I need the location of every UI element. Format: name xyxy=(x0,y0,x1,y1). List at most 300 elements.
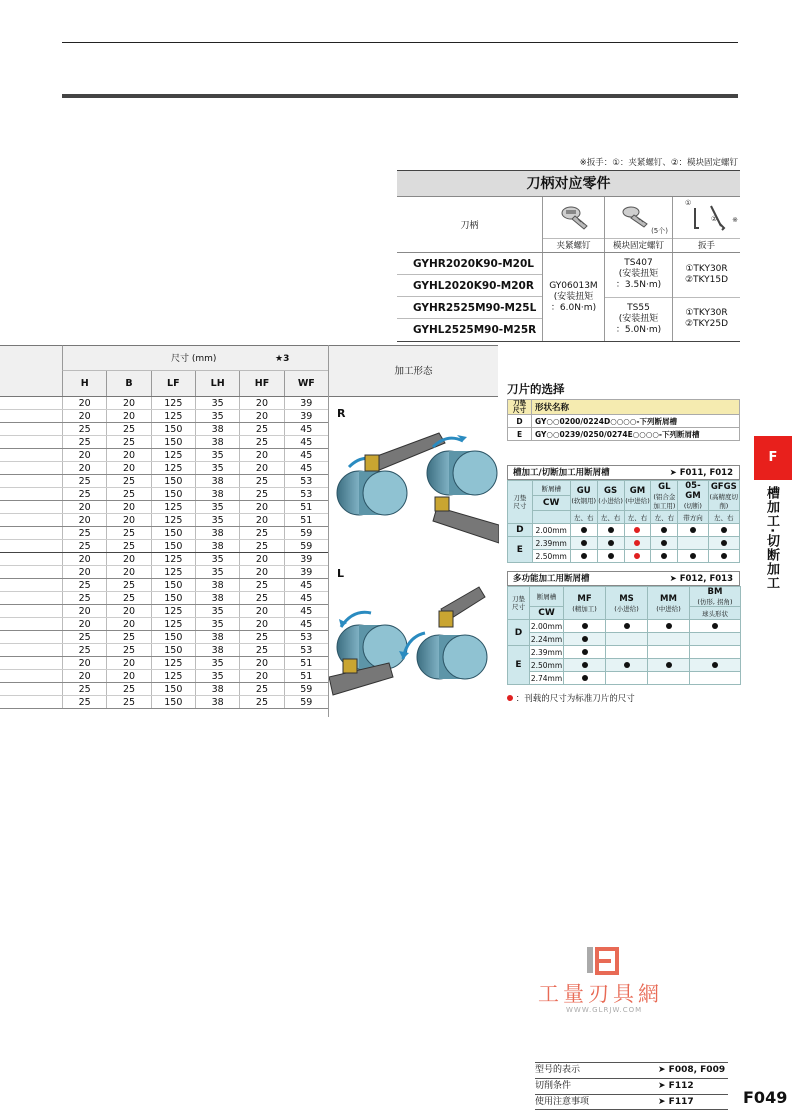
multi-breaker-grid xyxy=(507,571,740,685)
dims-cell: 150 xyxy=(151,475,195,487)
dims-row xyxy=(0,540,328,553)
dims-cell: 38 xyxy=(195,592,239,604)
cw-label: CW xyxy=(532,496,570,511)
dims-row xyxy=(0,579,328,592)
dims-cell: 25 xyxy=(106,423,150,435)
ref-label: 使用注意事项 xyxy=(535,1097,590,1107)
cw-label: CW xyxy=(530,607,564,620)
mark-cell xyxy=(648,646,690,659)
dims-cell: 125 xyxy=(151,618,195,630)
mark-cell xyxy=(564,659,606,672)
hand-label: 带方向 xyxy=(678,511,708,524)
mark-cell xyxy=(648,620,690,633)
watermark-text: 工量刃具網 xyxy=(538,982,663,1006)
ref-page: ➤ F008, F009 xyxy=(658,1065,726,1075)
l-workpiece-2 xyxy=(399,633,487,679)
multi-title-text: 多功能加工用断屑槽 xyxy=(513,574,590,584)
dims-cell: 125 xyxy=(151,410,195,422)
grooving-header-row xyxy=(508,481,740,496)
dot-icon xyxy=(581,540,587,546)
mark-cell xyxy=(678,550,708,563)
dims-cell: 38 xyxy=(195,540,239,552)
breaker-code: 05-GM xyxy=(685,481,701,501)
seat-code-d: D xyxy=(508,415,532,428)
clamp-screw-label: 夹紧螺钉 xyxy=(543,238,604,252)
watermark-logo-icon xyxy=(583,943,623,979)
dims-col-lh: LH xyxy=(195,371,239,396)
dims-cell: 39 xyxy=(284,410,328,422)
dot-icon xyxy=(582,636,588,642)
dot-icon xyxy=(608,553,614,559)
ref-row[interactable] xyxy=(535,1078,728,1094)
watermark-url: WWW.GLRJW.COM xyxy=(566,1006,643,1014)
dims-cell: 35 xyxy=(195,618,239,630)
dims-row-lead xyxy=(0,618,62,630)
dims-cell: 25 xyxy=(239,475,283,487)
cw-value: 2.24mm xyxy=(530,634,563,644)
dims-cell: 125 xyxy=(151,514,195,526)
dims-cell: 35 xyxy=(195,553,239,565)
r-tool-2 xyxy=(433,497,499,543)
legend xyxy=(507,692,635,704)
dims-cell: 51 xyxy=(284,670,328,682)
mark-cell xyxy=(648,672,690,685)
breaker-col-bm xyxy=(690,587,741,607)
dims-cell: 25 xyxy=(106,644,150,656)
holder-name: GYHL2525M90-M25R xyxy=(413,324,537,336)
breaker-code: MM xyxy=(660,593,677,604)
grooving-row xyxy=(508,550,740,563)
dims-cell: 25 xyxy=(239,540,283,552)
grooving-row xyxy=(508,524,740,537)
dims-cell: 25 xyxy=(106,436,150,448)
dims-row xyxy=(0,644,328,657)
breaker-code: GU xyxy=(576,486,591,496)
dims-cell: 38 xyxy=(195,475,239,487)
dims-cell: 20 xyxy=(106,670,150,682)
dims-row-lead xyxy=(0,566,62,578)
dims-row-lead xyxy=(0,540,62,552)
breaker-sub: (中进给) xyxy=(625,497,650,505)
dot-icon xyxy=(582,623,588,629)
dims-cell: 25 xyxy=(106,527,150,539)
seat-code: E xyxy=(508,646,530,685)
dims-row xyxy=(0,566,328,579)
dot-icon xyxy=(721,527,727,533)
insert-seat-table xyxy=(507,399,740,441)
breaker-col-gu xyxy=(570,481,597,511)
dims-cell: 35 xyxy=(195,397,239,409)
dims-cell: 25 xyxy=(62,475,106,487)
dims-cell: 150 xyxy=(151,423,195,435)
dims-cell: 35 xyxy=(195,514,239,526)
dims-cell: 25 xyxy=(106,475,150,487)
seat-code: D xyxy=(508,524,533,537)
r-workpiece-2 xyxy=(427,435,497,495)
breaker-sub: (小进给) xyxy=(614,604,639,613)
dims-cell: 25 xyxy=(106,683,150,695)
dims-cell: 20 xyxy=(62,605,106,617)
dims-cell: 20 xyxy=(62,618,106,630)
dims-cell: 20 xyxy=(106,501,150,513)
dot-icon xyxy=(608,540,614,546)
red-dot-icon xyxy=(634,527,640,533)
page-number: F049 xyxy=(743,1088,788,1107)
dims-col-hf: HF xyxy=(239,371,283,396)
dims-row xyxy=(0,436,328,449)
dims-cell: 25 xyxy=(106,631,150,643)
wrench-asterisk: ※ xyxy=(732,216,738,224)
dims-row-lead xyxy=(0,657,62,669)
dims-cell: 150 xyxy=(151,527,195,539)
dims-cell: 150 xyxy=(151,644,195,656)
dims-row xyxy=(0,696,328,709)
hand-label: 左、右 xyxy=(624,511,651,524)
holder-label: 刀柄 xyxy=(397,197,543,252)
cw-value: 2.50mm xyxy=(530,660,563,670)
module-screw-icon xyxy=(605,197,672,238)
dims-cell: 51 xyxy=(284,657,328,669)
mark-cell xyxy=(597,524,624,537)
dims-row-lead xyxy=(0,501,62,513)
multi-row xyxy=(508,633,741,646)
dims-cell: 20 xyxy=(106,605,150,617)
dims-cell: 125 xyxy=(151,501,195,513)
dims-cell: 20 xyxy=(106,657,150,669)
shape-column xyxy=(328,345,498,717)
breaker-label: 断屑槽 xyxy=(532,481,570,496)
breaker-sub: (仿形, 拐角) xyxy=(697,598,733,606)
dims-row-lead xyxy=(0,644,62,656)
dims-row-lead xyxy=(0,449,62,461)
dims-cell: 35 xyxy=(195,449,239,461)
dims-row-lead xyxy=(0,696,62,708)
mark-cell xyxy=(708,537,739,550)
dot-icon xyxy=(712,662,718,668)
dims-cell: 20 xyxy=(239,657,283,669)
dims-cell: 125 xyxy=(151,566,195,578)
dims-cell: 20 xyxy=(106,410,150,422)
dims-cell: 20 xyxy=(62,657,106,669)
dims-cell: 25 xyxy=(62,696,106,708)
dims-cell: 38 xyxy=(195,423,239,435)
dims-cell: 25 xyxy=(62,540,106,552)
dims-cell: 53 xyxy=(284,631,328,643)
dims-row-lead xyxy=(0,527,62,539)
dot-icon xyxy=(721,553,727,559)
dims-cell: 51 xyxy=(284,514,328,526)
dims-row xyxy=(0,397,328,410)
mark-cell xyxy=(570,550,597,563)
dims-cell: 38 xyxy=(195,579,239,591)
breaker-sub: (中进给) xyxy=(656,604,681,613)
dims-row-lead xyxy=(0,397,62,409)
dims-cell: 25 xyxy=(106,592,150,604)
dims-row xyxy=(0,423,328,436)
mark-cell xyxy=(606,620,648,633)
dims-row-lead xyxy=(0,553,62,565)
dims-group-label: 尺寸 (mm) xyxy=(171,354,217,364)
breaker-col-ms xyxy=(606,587,648,620)
multi-row xyxy=(508,672,741,685)
dot-icon xyxy=(721,540,727,546)
dims-cell: 25 xyxy=(106,696,150,708)
dims-cell: 20 xyxy=(239,605,283,617)
mark-cell xyxy=(564,672,606,685)
dims-cell: 25 xyxy=(106,579,150,591)
breaker-sub: (高精度切削) xyxy=(709,492,739,510)
dims-cell: 20 xyxy=(62,566,106,578)
dot-icon xyxy=(581,527,587,533)
dims-col-lf: LF xyxy=(151,371,195,396)
dims-cell: 25 xyxy=(239,488,283,500)
section-tab-label: 槽加工·切断加工 xyxy=(764,486,779,590)
dims-column-head xyxy=(62,371,328,397)
dims-cell: 150 xyxy=(151,436,195,448)
dims-cell: 45 xyxy=(284,605,328,617)
dims-group-head xyxy=(62,345,328,371)
mark-cell xyxy=(708,550,739,563)
mark-cell xyxy=(690,659,741,672)
ref-label: 型号的表示 xyxy=(535,1065,581,1075)
dims-note: ★3 xyxy=(275,354,290,364)
dims-row xyxy=(0,605,328,618)
dims-cell: 53 xyxy=(284,644,328,656)
mark-cell xyxy=(606,646,648,659)
bm-extra: 球头形状 xyxy=(690,607,741,620)
dims-cell: 45 xyxy=(284,423,328,435)
l-tool-1 xyxy=(439,587,485,627)
mark-cell xyxy=(690,672,741,685)
hand-label: 左、右 xyxy=(651,511,678,524)
multi-ref: ➤ F012, F013 xyxy=(669,574,733,584)
cw-value: 2.00mm xyxy=(532,524,570,537)
breaker-code: MS xyxy=(619,593,634,604)
dims-cell: 25 xyxy=(62,527,106,539)
clamp-screw-icon xyxy=(543,197,604,238)
dims-cell: 20 xyxy=(62,449,106,461)
dims-cell: 20 xyxy=(62,501,106,513)
seat-size-label: 刀垫 尺寸 xyxy=(508,481,533,524)
grooving-ref: ➤ F011, F012 xyxy=(669,468,733,478)
module-screw-col xyxy=(605,197,673,252)
multi-title xyxy=(507,571,740,586)
dims-cell: 125 xyxy=(151,462,195,474)
dot-icon xyxy=(608,527,614,533)
dims-cell: 25 xyxy=(62,579,106,591)
seat-name-d: GY○○0200/0224D○○○○-下列断屑槽 xyxy=(532,415,740,428)
multi-table xyxy=(507,586,741,685)
dot-icon xyxy=(624,662,630,668)
dims-cell: 25 xyxy=(62,631,106,643)
dims-col-b: B xyxy=(106,371,150,396)
dims-row-lead xyxy=(0,436,62,448)
breaker-code: GFGS xyxy=(710,481,737,492)
dims-cell: 20 xyxy=(62,514,106,526)
ref-label: 切削条件 xyxy=(535,1081,572,1091)
dims-cell: 25 xyxy=(239,592,283,604)
mark-cell xyxy=(690,620,741,633)
seat-code-e: E xyxy=(508,428,532,441)
dims-cell: 20 xyxy=(106,553,150,565)
grooving-title xyxy=(507,465,740,480)
reference-list xyxy=(535,1062,728,1110)
dims-cell: 25 xyxy=(62,423,106,435)
dims-cell: 45 xyxy=(284,436,328,448)
dims-cell: 25 xyxy=(62,488,106,500)
dot-icon xyxy=(666,662,672,668)
dims-cell: 59 xyxy=(284,527,328,539)
dims-cell: 150 xyxy=(151,696,195,708)
grooving-title-text: 槽加工/切断加工用断屑槽 xyxy=(513,468,610,478)
breaker-col-mf xyxy=(564,587,606,620)
breaker-code: GM xyxy=(629,486,646,496)
dims-cell: 25 xyxy=(239,696,283,708)
dims-cell: 25 xyxy=(239,579,283,591)
mark-cell xyxy=(570,537,597,550)
section-tab[interactable]: F xyxy=(754,436,792,480)
wrench-spec-b: ①TKY30R ②TKY25D xyxy=(684,308,729,330)
dims-cell: 35 xyxy=(195,462,239,474)
dims-cell: 45 xyxy=(284,449,328,461)
dims-cell: 125 xyxy=(151,605,195,617)
breaker-sub: (铝合金加工用) xyxy=(653,492,676,510)
mark-cell xyxy=(678,537,708,550)
ref-row[interactable] xyxy=(535,1094,728,1110)
seat-size-label: 刀垫 尺寸 xyxy=(508,400,532,415)
breaker-col-05-gm xyxy=(678,481,708,511)
dims-cell: 125 xyxy=(151,449,195,461)
mark-cell xyxy=(624,524,651,537)
dims-row-lead xyxy=(0,488,62,500)
cw-value: 2.50mm xyxy=(532,550,570,563)
parts-header xyxy=(397,197,740,253)
dims-cell: 25 xyxy=(62,592,106,604)
dims-cell: 125 xyxy=(151,670,195,682)
multi-row xyxy=(508,659,741,672)
dims-cell: 20 xyxy=(239,449,283,461)
holder-name: GYHL2020K90-M20R xyxy=(397,275,542,297)
mark-cell xyxy=(564,620,606,633)
cw-value: 2.39mm xyxy=(530,647,563,657)
dims-row xyxy=(0,553,328,566)
dims-cell: 25 xyxy=(239,436,283,448)
dims-row-lead xyxy=(0,631,62,643)
breaker-col-gs xyxy=(597,481,624,511)
dims-row-lead xyxy=(0,605,62,617)
breaker-col-gfgs xyxy=(708,481,739,511)
legend-text: ：刊载的尺寸为标准刀片的尺寸 xyxy=(515,694,635,704)
dims-cell: 20 xyxy=(62,397,106,409)
shape-r-label: R xyxy=(337,407,346,420)
dims-row-lead xyxy=(0,670,62,682)
dims-cell: 51 xyxy=(284,501,328,513)
dot-icon xyxy=(582,662,588,668)
dims-cell: 20 xyxy=(62,462,106,474)
dims-cell: 20 xyxy=(239,618,283,630)
dims-cell: 25 xyxy=(239,683,283,695)
dims-cell: 150 xyxy=(151,488,195,500)
dims-cell: 38 xyxy=(195,527,239,539)
dims-row xyxy=(0,475,328,488)
multi-row xyxy=(508,620,741,633)
breaker-sub: (小进给) xyxy=(598,497,623,505)
mark-cell xyxy=(648,633,690,646)
dims-cell: 25 xyxy=(62,683,106,695)
dims-row-lead xyxy=(0,592,62,604)
wrench-label: 扳手 xyxy=(673,238,740,252)
dot-icon xyxy=(690,527,696,533)
mark-cell xyxy=(564,646,606,659)
dims-cell: 20 xyxy=(62,410,106,422)
dims-row-lead xyxy=(0,462,62,474)
dims-cell: 45 xyxy=(284,592,328,604)
dot-icon xyxy=(661,527,667,533)
module-screw-spec-a: TS407 (安装扭矩 ：3.5N·m) xyxy=(605,253,672,298)
dims-cell: 125 xyxy=(151,553,195,565)
dims-row xyxy=(0,488,328,501)
dims-cell: 35 xyxy=(195,670,239,682)
wrench-col xyxy=(673,197,740,252)
dims-row xyxy=(0,527,328,540)
dims-cell: 20 xyxy=(62,670,106,682)
dot-icon xyxy=(582,675,588,681)
dims-cell: 35 xyxy=(195,566,239,578)
mark-cell xyxy=(606,672,648,685)
dims-cell: 125 xyxy=(151,657,195,669)
dot-icon xyxy=(712,623,718,629)
dims-cell: 150 xyxy=(151,579,195,591)
multi-row xyxy=(508,646,741,659)
dims-cell: 20 xyxy=(106,514,150,526)
cw-value: 2.74mm xyxy=(530,673,563,683)
breaker-col-mm xyxy=(648,587,690,620)
dims-cell: 20 xyxy=(106,566,150,578)
dims-cell: 53 xyxy=(284,488,328,500)
dims-row-lead xyxy=(0,410,62,422)
breaker-sub: (软钢用) xyxy=(571,497,596,505)
mark-cell xyxy=(564,633,606,646)
red-dot-icon xyxy=(634,540,640,546)
breaker-sub: (精加工) xyxy=(572,604,597,613)
mark-cell xyxy=(606,633,648,646)
section-rule xyxy=(62,94,738,98)
dims-cell: 39 xyxy=(284,397,328,409)
seat-name-e: GY○○0239/0250/0274E○○○○-下列断屑槽 xyxy=(532,428,740,441)
wrench-specs xyxy=(673,253,740,341)
dims-row xyxy=(0,410,328,423)
dims-cell: 25 xyxy=(239,644,283,656)
dims-cell: 25 xyxy=(62,644,106,656)
dims-cell: 20 xyxy=(106,618,150,630)
dims-cell: 20 xyxy=(239,501,283,513)
seat-code: D xyxy=(508,620,530,646)
mark-cell xyxy=(678,524,708,537)
mark-cell xyxy=(624,550,651,563)
shape-header: 加工形态 xyxy=(329,345,498,397)
clamp-screw-spec: GY06013M (安装扭矩 ：6.0N·m) xyxy=(543,253,605,341)
dims-cell: 25 xyxy=(239,631,283,643)
breaker-code: GL xyxy=(658,481,671,492)
wrench-mark-1: ① xyxy=(685,199,692,207)
ref-row[interactable] xyxy=(535,1062,728,1078)
top-rule xyxy=(62,42,738,43)
mark-cell xyxy=(648,659,690,672)
grooving-side-row xyxy=(508,511,740,524)
ref-page: ➤ F112 xyxy=(658,1081,694,1091)
dot-icon xyxy=(690,553,696,559)
dims-blank-head xyxy=(0,345,62,397)
